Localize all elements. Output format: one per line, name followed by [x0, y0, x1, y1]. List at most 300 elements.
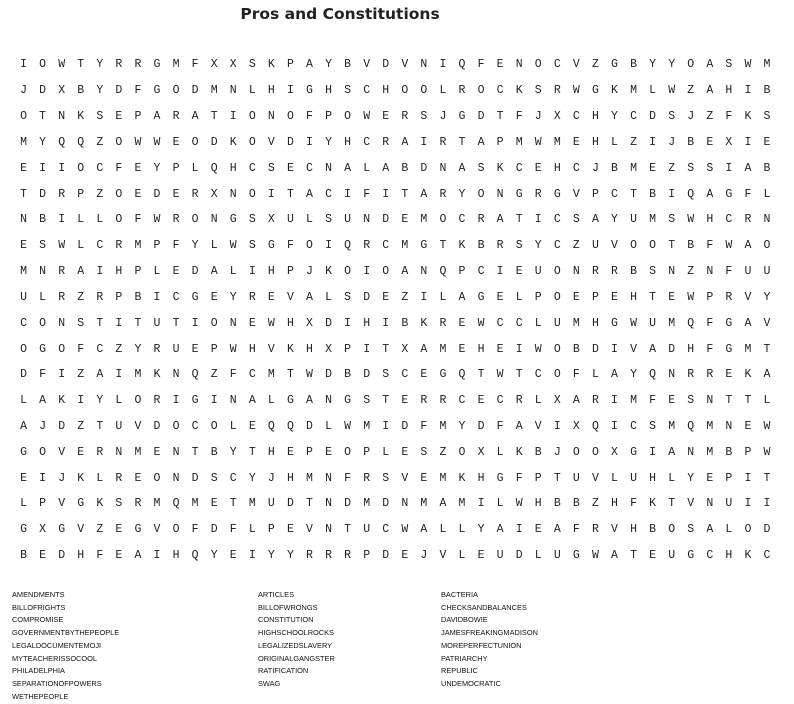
grid-letter: P — [134, 265, 142, 279]
grid-letter: I — [191, 316, 199, 330]
grid-letter: T — [134, 316, 142, 330]
grid-letter: H — [706, 213, 714, 227]
grid-letter: E — [401, 213, 409, 227]
grid-letter: I — [382, 316, 390, 330]
grid-letter: F — [572, 368, 580, 382]
grid-letter: U — [649, 316, 657, 330]
grid-letter: X — [229, 58, 237, 72]
grid-letter: R — [420, 394, 428, 408]
grid-letter: G — [20, 523, 27, 537]
word-list-item: SWAG — [258, 679, 281, 689]
grid-letter: X — [572, 420, 580, 433]
grid-letter: N — [229, 316, 237, 330]
grid-letter: S — [687, 394, 695, 408]
grid-letter: E — [401, 549, 409, 563]
grid-letter: N — [58, 110, 66, 124]
grid-letter: A — [20, 420, 27, 433]
grid-letter: F — [496, 420, 504, 433]
grid-letter: O — [39, 445, 47, 459]
grid-letter: S — [325, 213, 332, 227]
grid-letter: T — [515, 368, 523, 382]
grid-letter: W — [630, 316, 637, 330]
grid-letter: A — [668, 445, 676, 459]
grid-letter: H — [267, 265, 275, 279]
grid-letter: X — [725, 135, 733, 149]
grid-letter: L — [534, 394, 542, 408]
grid-letter: D — [382, 58, 390, 72]
grid-letter: O — [248, 110, 256, 124]
grid-letter: T — [630, 549, 637, 563]
grid-letter: P — [210, 342, 218, 356]
grid-letter: O — [401, 84, 409, 98]
grid-letter: V — [744, 290, 752, 304]
grid-letter: T — [191, 445, 199, 459]
grid-letter: P — [458, 265, 466, 279]
grid-letter: A — [96, 368, 104, 382]
grid-letter: C — [496, 316, 504, 330]
grid-letter: C — [363, 84, 371, 98]
grid-letter: Y — [687, 471, 695, 485]
grid-letter: F — [706, 342, 714, 356]
grid-letter: G — [306, 84, 313, 98]
grid-letter: I — [344, 187, 352, 201]
grid-letter: N — [229, 394, 237, 408]
grid-letter: B — [553, 497, 561, 511]
grid-letter: V — [572, 187, 580, 201]
grid-letter: V — [611, 239, 618, 253]
grid-letter: E — [20, 161, 27, 175]
grid-letter: M — [630, 84, 637, 98]
grid-letter: N — [420, 58, 428, 72]
grid-letter: S — [248, 213, 256, 227]
grid-letter: Q — [172, 497, 180, 511]
grid-letter: R — [58, 187, 66, 201]
grid-letter: O — [306, 239, 313, 253]
grid-letter: D — [420, 161, 428, 175]
grid-letter: F — [515, 471, 523, 485]
grid-letter: G — [229, 213, 237, 227]
grid-letter: F — [39, 368, 47, 382]
grid-letter: P — [744, 445, 752, 459]
grid-letter: D — [325, 368, 332, 382]
grid-letter: A — [496, 213, 504, 227]
grid-letter: M — [706, 420, 714, 433]
grid-letter: N — [325, 497, 332, 511]
grid-letter: N — [496, 187, 504, 201]
grid-letter: R — [191, 187, 199, 201]
grid-letter: E — [458, 342, 466, 356]
grid-letter: X — [553, 394, 561, 408]
grid-letter: I — [363, 342, 371, 356]
grid-letter: S — [115, 497, 123, 511]
grid-letter: T — [763, 471, 771, 485]
grid-letter: F — [363, 187, 371, 201]
grid-letter: B — [687, 239, 695, 253]
grid-letter: W — [58, 239, 66, 253]
grid-letter: Q — [687, 420, 695, 433]
word-list-item: LEGALIZEDSLAVERY — [258, 640, 333, 650]
grid-letter: L — [496, 497, 504, 511]
grid-letter: M — [744, 342, 752, 356]
grid-letter: R — [591, 394, 599, 408]
grid-letter: T — [286, 368, 294, 382]
grid-letter: M — [153, 497, 161, 511]
grid-letter: D — [325, 316, 332, 330]
grid-letter: B — [401, 161, 409, 175]
grid-letter: O — [115, 135, 123, 149]
grid-letter: Q — [687, 316, 695, 330]
grid-letter: R — [115, 58, 123, 72]
grid-letter: O — [649, 239, 657, 253]
grid-letter: B — [401, 316, 409, 330]
word-list-item: BILLOFRIGHTS — [12, 602, 66, 612]
grid-letter: B — [725, 445, 733, 459]
grid-letter: L — [325, 290, 332, 304]
grid-letter: A — [553, 523, 561, 537]
grid-letter: E — [668, 290, 676, 304]
grid-letter: O — [39, 58, 47, 72]
grid-letter: S — [210, 471, 218, 485]
grid-letter: B — [572, 342, 580, 356]
grid-letter: S — [382, 368, 390, 382]
grid-letter: F — [191, 58, 199, 72]
grid-letter: E — [286, 523, 294, 537]
grid-letter: Y — [210, 549, 218, 563]
grid-letter: D — [363, 368, 371, 382]
grid-letter: S — [534, 84, 542, 98]
grid-letter: T — [649, 290, 657, 304]
grid-letter: R — [706, 368, 714, 382]
word-list-item: HIGHSCHOOLROCKS — [258, 628, 334, 638]
grid-letter: E — [744, 420, 752, 433]
grid-letter: L — [458, 523, 466, 537]
grid-letter: K — [58, 394, 66, 408]
grid-letter: I — [668, 187, 676, 201]
grid-letter: L — [534, 316, 542, 330]
grid-letter: S — [649, 420, 657, 433]
grid-letter: T — [630, 187, 637, 201]
grid-letter: F — [477, 58, 485, 72]
grid-letter: Y — [458, 187, 466, 201]
grid-letter: S — [344, 84, 352, 98]
grid-letter: W — [58, 58, 66, 72]
grid-letter: I — [553, 420, 561, 433]
grid-letter: L — [248, 84, 256, 98]
grid-letter: T — [725, 394, 733, 408]
puzzle-title: Pros and Constitutions — [240, 5, 440, 23]
grid-letter: S — [39, 239, 47, 253]
grid-letter: N — [363, 213, 371, 227]
grid-letter: C — [172, 290, 180, 304]
grid-letter: K — [744, 110, 752, 124]
grid-letter: C — [496, 394, 504, 408]
grid-letter: T — [668, 239, 676, 253]
grid-letter: E — [248, 316, 256, 330]
grid-letter: L — [725, 523, 733, 537]
grid-letter: P — [591, 290, 599, 304]
grid-letter: N — [420, 265, 428, 279]
grid-letter: I — [77, 394, 85, 408]
grid-letter: R — [306, 549, 313, 563]
grid-letter: W — [496, 368, 504, 382]
grid-letter: K — [649, 497, 657, 511]
grid-letter: A — [191, 110, 199, 124]
grid-letter: C — [96, 342, 104, 356]
grid-letter: G — [267, 239, 275, 253]
grid-letter: E — [534, 161, 542, 175]
grid-letter: I — [744, 84, 752, 98]
grid-letter: R — [591, 265, 599, 279]
grid-letter: H — [286, 471, 294, 485]
grid-letter: I — [267, 187, 275, 201]
grid-letter: T — [229, 497, 237, 511]
grid-letter: O — [153, 471, 161, 485]
grid-letter: T — [96, 420, 104, 433]
word-list-item: SEPARATIONOFPOWERS — [12, 679, 102, 689]
grid-letter: E — [115, 110, 123, 124]
grid-letter: E — [668, 394, 676, 408]
grid-letter: X — [401, 342, 409, 356]
word-list-item: CONSTITUTION — [258, 615, 314, 625]
grid-letter: M — [763, 58, 771, 72]
grid-letter: N — [267, 110, 275, 124]
grid-letter: G — [439, 368, 447, 382]
grid-letter: R — [58, 290, 66, 304]
grid-letter: S — [363, 394, 371, 408]
grid-letter: O — [172, 523, 180, 537]
word-list-item: BILLOFWRONGS — [258, 602, 318, 612]
grid-letter: I — [344, 316, 352, 330]
grid-letter: C — [706, 549, 714, 563]
grid-letter: C — [96, 161, 104, 175]
grid-letter: Y — [286, 549, 294, 563]
grid-letter: G — [191, 290, 199, 304]
grid-letter: C — [229, 471, 237, 485]
grid-letter: M — [439, 420, 447, 433]
grid-letter: K — [286, 342, 294, 356]
grid-letter: I — [515, 342, 523, 356]
grid-letter: S — [248, 239, 256, 253]
grid-letter: P — [39, 497, 47, 511]
grid-letter: M — [20, 265, 27, 279]
grid-letter: E — [401, 445, 409, 459]
grid-letter: Y — [477, 523, 485, 537]
grid-letter: J — [687, 110, 695, 124]
grid-letter: J — [58, 471, 66, 485]
grid-letter: F — [191, 523, 199, 537]
grid-letter: Z — [96, 523, 104, 537]
word-list-column-3 — [441, 589, 538, 691]
grid-letter: T — [553, 471, 561, 485]
grid-letter: J — [39, 420, 47, 433]
grid-letter: I — [725, 161, 733, 175]
grid-letter: R — [115, 471, 123, 485]
grid-letter: M — [515, 135, 523, 149]
grid-letter: E — [477, 549, 485, 563]
grid-letter: Y — [229, 445, 237, 459]
grid-letter: Q — [267, 420, 275, 433]
grid-letter: E — [172, 187, 180, 201]
grid-letter: E — [229, 549, 237, 563]
grid-letter: W — [477, 316, 485, 330]
grid-letter: O — [458, 445, 466, 459]
grid-letter: S — [668, 110, 676, 124]
grid-letter: L — [96, 471, 104, 485]
grid-letter: V — [591, 471, 599, 485]
grid-letter: Y — [534, 239, 542, 253]
grid-letter: C — [382, 239, 390, 253]
grid-letter: V — [267, 135, 275, 149]
grid-letter: S — [668, 213, 676, 227]
grid-letter: Z — [630, 135, 637, 149]
grid-letter: D — [763, 523, 771, 537]
grid-letter: E — [763, 135, 771, 149]
grid-letter: D — [191, 84, 199, 98]
grid-letter: W — [229, 239, 237, 253]
grid-letter: N — [439, 161, 447, 175]
grid-letter: Z — [687, 265, 695, 279]
grid-letter: B — [687, 135, 695, 149]
grid-letter: I — [477, 497, 485, 511]
grid-letter: S — [77, 316, 85, 330]
grid-letter: K — [458, 239, 466, 253]
grid-letter: W — [344, 420, 352, 433]
grid-letter: M — [420, 497, 428, 511]
grid-letter: W — [591, 549, 599, 563]
grid-letter: F — [515, 110, 523, 124]
grid-letter: Q — [191, 368, 199, 382]
grid-letter: S — [515, 239, 523, 253]
grid-letter: Y — [229, 290, 237, 304]
grid-letter: E — [706, 135, 714, 149]
grid-letter: T — [382, 394, 390, 408]
grid-letter: N — [172, 445, 180, 459]
grid-letter: L — [763, 187, 771, 201]
grid-letter: O — [763, 239, 771, 253]
grid-letter: D — [344, 497, 352, 511]
grid-letter: G — [591, 84, 599, 98]
grid-letter: W — [153, 213, 161, 227]
grid-letter: M — [668, 420, 676, 433]
grid-letter: A — [344, 161, 352, 175]
grid-letter: K — [77, 110, 85, 124]
grid-letter: G — [477, 290, 485, 304]
grid-letter: W — [401, 523, 409, 537]
grid-letter: B — [649, 523, 657, 537]
grid-letter: W — [515, 497, 523, 511]
grid-letter: P — [363, 549, 371, 563]
grid-letter: X — [58, 84, 66, 98]
grid-letter: Z — [77, 368, 85, 382]
grid-letter: R — [439, 135, 447, 149]
grid-letter: C — [382, 523, 390, 537]
grid-letter: U — [534, 265, 542, 279]
grid-letter: V — [153, 523, 161, 537]
grid-letter: L — [229, 420, 237, 433]
grid-letter: L — [439, 523, 447, 537]
grid-letter: A — [306, 187, 313, 201]
grid-letter: T — [286, 187, 294, 201]
grid-letter: O — [20, 110, 27, 124]
grid-letter: P — [496, 135, 504, 149]
grid-letter: R — [325, 549, 332, 563]
grid-letter: A — [420, 187, 428, 201]
grid-letter: M — [134, 445, 142, 459]
grid-letter: O — [668, 523, 676, 537]
grid-letter: A — [515, 420, 523, 433]
grid-letter: D — [286, 497, 294, 511]
grid-letter: D — [210, 523, 218, 537]
grid-letter: F — [725, 110, 733, 124]
grid-letter: J — [553, 445, 561, 459]
grid-letter: R — [439, 394, 447, 408]
grid-letter: X — [267, 213, 275, 227]
grid-letter: N — [325, 394, 332, 408]
grid-letter: D — [58, 420, 66, 433]
grid-letter: P — [534, 471, 542, 485]
grid-letter: R — [134, 58, 142, 72]
word-list-item: ARTICLES — [258, 590, 295, 599]
grid-letter: F — [286, 239, 294, 253]
grid-letter: A — [572, 394, 580, 408]
grid-letter: U — [286, 213, 294, 227]
grid-letter: A — [744, 316, 752, 330]
grid-letter: O — [420, 84, 428, 98]
grid-letter: P — [591, 187, 599, 201]
grid-letter: H — [687, 342, 695, 356]
grid-letter: E — [20, 239, 27, 253]
grid-letter: J — [420, 549, 428, 563]
grid-letter: U — [153, 316, 161, 330]
word-list-item: WETHEPEOPLE — [12, 691, 69, 701]
grid-letter: R — [744, 213, 752, 227]
grid-letter: X — [210, 58, 218, 72]
grid-letter: L — [382, 445, 390, 459]
grid-letter: Y — [153, 161, 161, 175]
grid-letter: G — [344, 394, 352, 408]
grid-letter: R — [172, 213, 180, 227]
grid-letter: G — [630, 445, 637, 459]
grid-letter: V — [572, 58, 580, 72]
grid-letter: O — [77, 161, 85, 175]
grid-letter: R — [115, 239, 123, 253]
grid-letter: G — [191, 394, 199, 408]
grid-letter: K — [77, 471, 85, 485]
grid-letter: M — [630, 394, 637, 408]
grid-letter: I — [611, 420, 618, 433]
grid-letter: O — [286, 110, 294, 124]
grid-letter: V — [58, 445, 66, 459]
grid-letter: V — [286, 290, 294, 304]
grid-letter: R — [248, 290, 256, 304]
grid-letter: B — [534, 445, 542, 459]
grid-letter: L — [325, 420, 332, 433]
grid-letter: A — [706, 84, 714, 98]
grid-letter: H — [248, 342, 256, 356]
grid-letter: E — [210, 290, 218, 304]
grid-letter: G — [725, 342, 733, 356]
grid-letter: C — [630, 420, 637, 433]
grid-letter: C — [611, 187, 618, 201]
grid-letter: O — [248, 135, 256, 149]
grid-letter: K — [267, 58, 275, 72]
grid-letter: F — [706, 239, 714, 253]
grid-letter: A — [611, 368, 618, 382]
grid-letter: V — [763, 316, 771, 330]
grid-letter: A — [306, 394, 313, 408]
grid-letter: P — [363, 445, 371, 459]
grid-letter: C — [458, 394, 466, 408]
